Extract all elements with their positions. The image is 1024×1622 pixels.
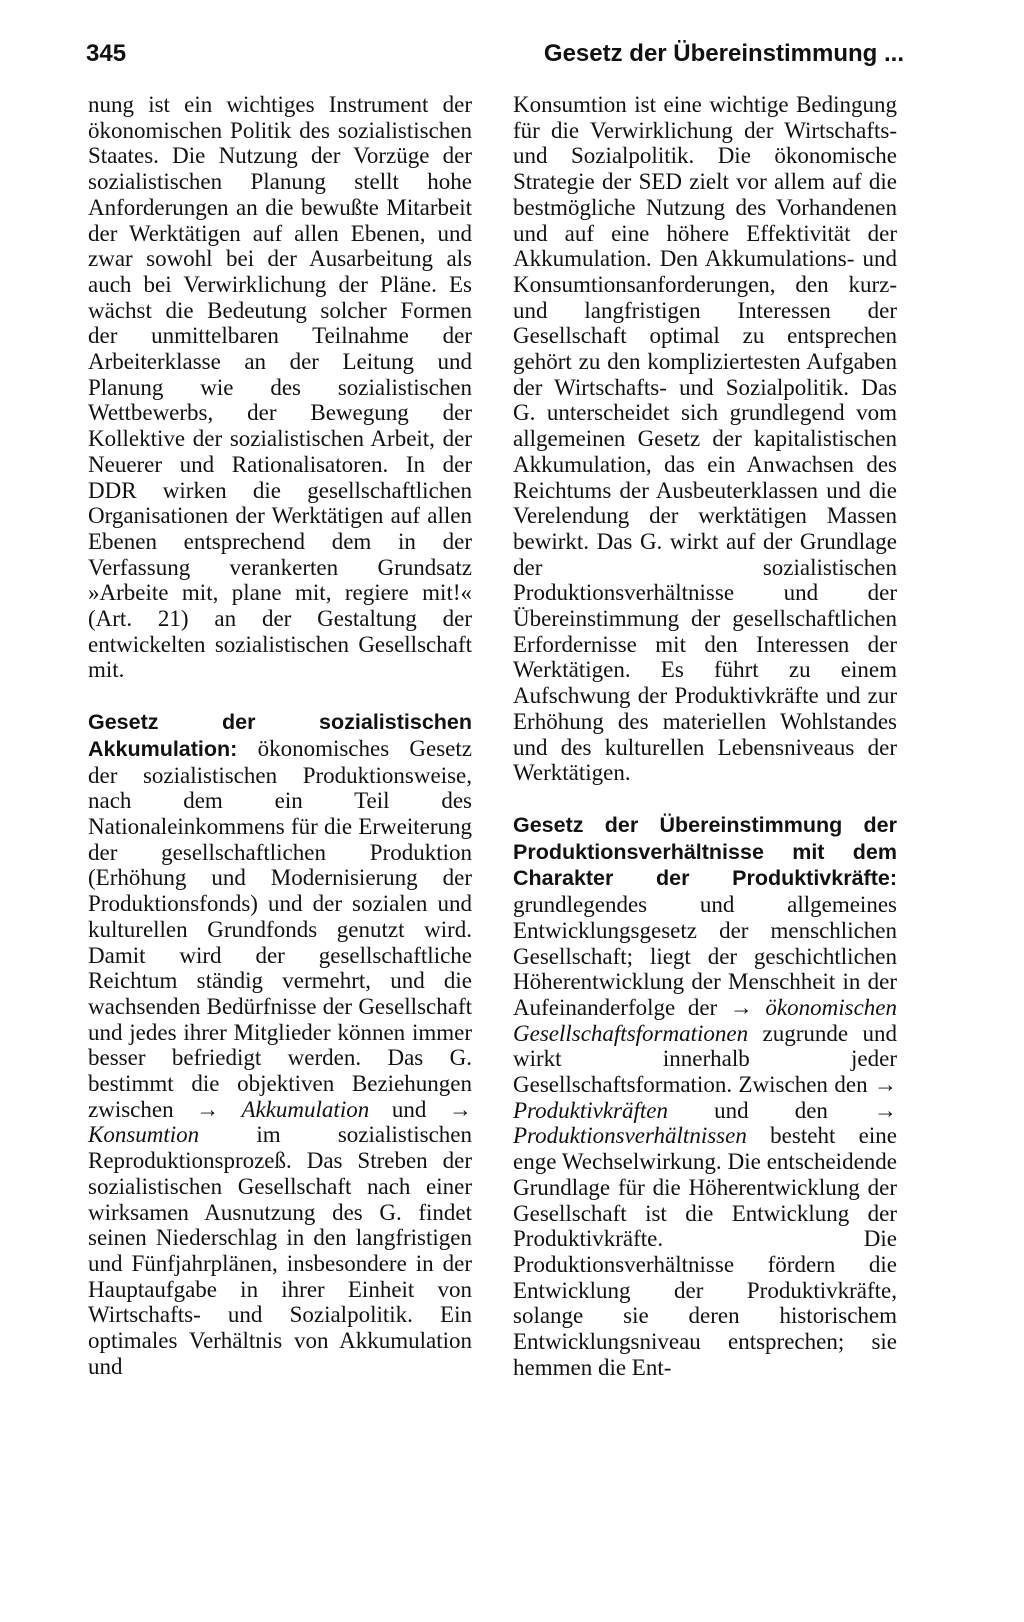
continued-entry-text: nung ist ein wichtiges Instrument der ökonomischen Politik des sozialistischen Staates. Die Nutzung der Vorzüge der sozialistischen Planung stellt hohe Anforderungen an die bewußte Mitarbeit der Werktätigen auf allen Ebenen, und zwar sowohl bei der Ausarbeitung als auch bei Verwirklichung der Pläne. Es wächst die Bedeutung solcher Formen der unmittelbaren Teilnahme der Arbeiterklasse an der Leitung und Planung wie des sozialistischen Wettbewerbs, der Bewegung der Kollektive der sozialistischen Arbeit, der Neuerer und Rationalisatoren. In der DDR wirken die gesellschaftlichen Organisationen der Werktätigen auf allen Ebenen entsprechend dem in der Verfassung verankerten Grundsatz »Arbeite mit, plane mit, regiere mit!« (Art. 21) an der Gestaltung der entwickelten sozialistischen Gesellschaft mit.	[88, 92, 472, 683]
left-column	[88, 92, 472, 1379]
cross-reference-oekonomische-gesellschaftsformationen: → ökonomischen Gesellschaftsformationen	[513, 994, 898, 1046]
entry-text: besteht eine enge Wechselwirkung. Die entscheidende Grundlage für die Höherentwicklung der Gesellschaft ist die Entwicklung der Produktivkräfte. Die Produktionsverhältnisse fördern die Entwicklung der Produktivkräfte, solange sie deren historischem Entwicklungsniveau entsprechen; sie hemmen die Ent-	[513, 1123, 897, 1380]
entry-text: grundlegendes und allgemeines Entwicklungsgesetz der menschlichen Gesellschaft; liegt der geschichtlichen Höherentwicklung der Menschheit in der Aufeinanderfolge der	[513, 892, 897, 1020]
cross-reference-akkumulation: → Akkumulation	[196, 1096, 370, 1122]
page-number: 345	[86, 40, 127, 67]
entry-text: zugrunde und wirkt innerhalb jeder Gesellschaftsformation. Zwischen den	[513, 1020, 897, 1098]
entry-text: ökonomisches Gesetz der sozialistischen Produktionsweise, nach dem ein Teil des Nationaleinkommens für die Erweiterung der gesellschaftlichen Produktion (Erhöhung und Modernisierung der Produktionsfonds) und der sozialen und kulturellen Grundfonds genutzt wird. Damit wird der gesellschaftliche Reichtum ständig vermehrt, und die wachsenden Bedürfnisse der Gesellschaft und jedes ihrer Mitglieder können immer besser befriedigt werden. Das G. bestimmt die objektiven Beziehungen zwischen	[88, 735, 472, 1122]
continued-entry-text: Konsumtion ist eine wichtige Bedingung für die Verwirklichung der Wirtschafts- und Sozialpolitik. Die ökonomische Strategie der SED zielt vor allem auf die bestmögliche Nutzung des Vorhandenen und auf eine höhere Effektivität der Akkumulation. Den Akkumulations- und Konsumtionsanforderungen, den kurz- und langfristigen Interessen der Gesellschaft optimal zu entsprechen gehört zu den kompliziertesten Aufgaben der Wirtschafts- und Sozialpolitik. Das G. unterscheidet sich grundlegend vom allgemeinen Gesetz der kapitalistischen Akkumulation, das ein Anwachsen des Reichtums der Ausbeuterklassen und die Verelendung der werktätigen Massen bewirkt. Das G. wirkt auf der Grundlage der sozialistischen Produktionsverhältnisse und der Übereinstimmung der gesellschaftlichen Erfordernisse mit den Interessen der Werktätigen. Es führt zu einem Aufschwung der Produktivkräfte und zur Erhöhung des materiellen Wohlstandes und des kulturellen Lebensniveaus der Werktätigen.	[513, 92, 897, 786]
entry-headword: Gesetz der sozialistischen Akkumulation:	[88, 710, 472, 761]
entry-headword: Gesetz der Übereinstimmung der Produktionsverhältnisse mit dem Charakter der Produktivkräfte:	[513, 812, 897, 891]
entry-text: und	[369, 1096, 450, 1122]
running-head: Gesetz der Übereinstimmung ...	[543, 40, 904, 67]
cross-reference-konsumtion: → Konsumtion	[88, 1096, 473, 1148]
entry-text: im sozialistischen Reproduktionsprozeß. Das Streben der sozialistischen Gesellschaft nach einer wirksamen Ausnutzung des G. findet seinen Niederschlag in den langfristigen und Fünfjahrplänen, insbesondere in der Hauptaufgabe in ihrer Einheit von Wirtschafts- und Sozialpolitik. Ein optimales Verhältnis von Akkumulation und	[88, 1122, 472, 1379]
cross-reference-produktionsverhaeltnisse: → Produktionsverhältnissen	[513, 1097, 897, 1149]
page-header	[86, 40, 904, 80]
entry-gesetz-der-sozialistischen-akkumulation	[88, 709, 472, 1379]
right-column	[513, 92, 897, 1380]
cross-reference-produktivkraefte: → Produktivkräften	[513, 1072, 897, 1123]
entry-gesetz-der-uebereinstimmung	[513, 812, 897, 1380]
entry-text: und den	[668, 1097, 874, 1123]
